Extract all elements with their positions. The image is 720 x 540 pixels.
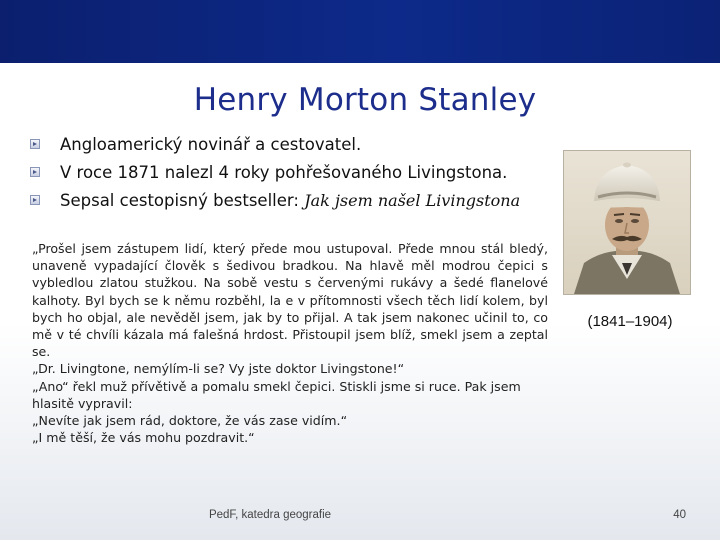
bullet-item bbox=[30, 131, 570, 159]
bullet-icon bbox=[30, 167, 40, 177]
quote-block bbox=[32, 240, 548, 446]
book-title: Jak jsem našel Livingstona bbox=[304, 191, 521, 210]
bullet-list bbox=[30, 131, 570, 215]
stanley-portrait bbox=[563, 150, 691, 295]
slide-title: Henry Morton Stanley bbox=[193, 82, 537, 118]
quote-paragraph: „Nevíte jak jsem rád, doktore, že vás zase vidím.“ bbox=[32, 413, 348, 429]
bullet-icon bbox=[30, 195, 40, 205]
quote-paragraph: „Ano“ řekl muž přívětivě a pomalu smekl čepici. Stiskli jsme si ruce. Pak jsem hlasitě vypravil: bbox=[32, 378, 521, 411]
header-band bbox=[0, 0, 720, 63]
bullet-text: V roce 1871 nalezl 4 roky pohřešovaného Livingstona. bbox=[60, 163, 508, 182]
portrait-image bbox=[564, 151, 690, 294]
footer-text: PedF, katedra geografie bbox=[208, 509, 332, 521]
bullet-item bbox=[30, 187, 570, 215]
bullet-item bbox=[30, 159, 570, 187]
lifespan-label: (1841–1904) bbox=[587, 313, 673, 330]
quote-paragraph: „Prošel jsem zástupem lidí, který přede mou ustupoval. Přede mnou stál bledý, unaveně vypadající člověk s šedivou bradkou. Na hlavě měl modrou čepici s vybledlou zlatou stužkou. Na sobě vestu s červenými rukávy a šedé flanelové kalhoty. Byl bych se k němu rozběhl, la e v přítomnosti všech těch lidí kolem, byl bych ho objal, ale nevěděl jsem, jak by to přijal. A tak jsem nakonec učinil to, co mě v té chvíli kázala má falešná hrdost. Přistoupil jsem blíž, smekl jsem a zeptal se. bbox=[32, 241, 548, 360]
bullet-icon bbox=[30, 139, 40, 149]
bullet-text: Sepsal cestopisný bestseller: bbox=[60, 191, 305, 210]
page-number: 40 bbox=[673, 509, 686, 521]
quote-paragraph: „Dr. Livingtone, nemýlím-li se? Vy jste doktor Livingstone!“ bbox=[32, 361, 405, 377]
bullet-text: Angloamerický novinář a cestovatel. bbox=[60, 135, 362, 154]
quote-paragraph: „I mě těší, že vás mohu pozdravit.“ bbox=[32, 430, 255, 446]
